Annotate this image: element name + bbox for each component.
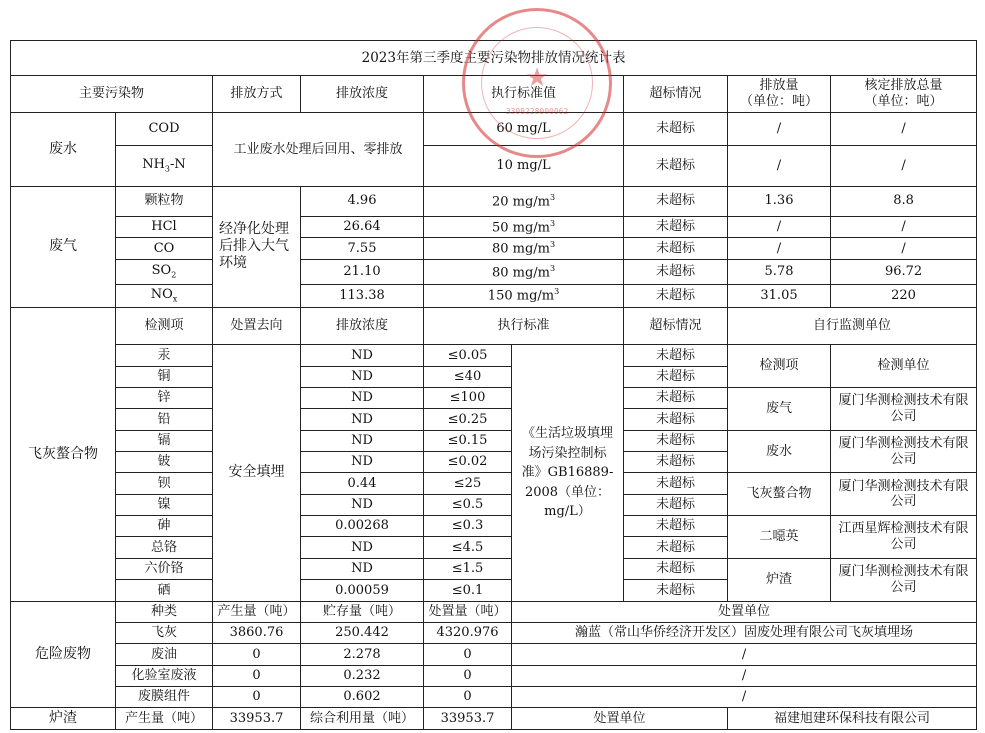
monitor-unit: 厦门华测检测技术有限公司: [831, 430, 977, 473]
flyash-header-item: 检测项: [116, 307, 213, 345]
wastewater-exceed: 未超标: [624, 145, 728, 186]
monitor-item: 废气: [728, 387, 831, 430]
exhaust-category: 废气: [11, 186, 116, 307]
slag-utilized: 33953.7: [424, 708, 512, 730]
wastewater-emission: /: [728, 113, 831, 146]
exhaust-emission: /: [728, 217, 831, 238]
exhaust-exceed: 未超标: [624, 217, 728, 238]
monitor-unit: 厦门华测检测技术有限公司: [831, 387, 977, 430]
hazardous-type: 化验室废液: [116, 665, 213, 686]
wastewater-exceed: 未超标: [624, 113, 728, 146]
monitor-unit: 厦门华测检测技术有限公司: [831, 473, 977, 516]
hazardous-type: 废膜组件: [116, 686, 213, 707]
exhaust-exceed: 未超标: [624, 238, 728, 259]
flyash-exceed: 未超标: [624, 366, 728, 387]
flyash-item: 总铬: [116, 537, 213, 558]
flyash-header-monitor: 自行监测单位: [728, 307, 977, 345]
flyash-item: 硒: [116, 580, 213, 601]
hazardous-header-disposed: 处置量（吨）: [424, 601, 512, 622]
hazardous-disposed: 0: [424, 686, 512, 707]
flyash-exceed: 未超标: [624, 580, 728, 601]
monitor-header-item: 检测项: [728, 345, 831, 388]
slag-produced-label: 产生量（吨）: [116, 708, 213, 730]
flyash-category: 飞灰螯合物: [11, 307, 116, 601]
header-concentration: 排放浓度: [301, 75, 424, 113]
hazardous-unit: 瀚蓝（常山华侨经济开发区）固废处理有限公司飞灰填埋场: [512, 622, 977, 643]
exhaust-emission: 1.36: [728, 186, 831, 217]
flyash-item: 铜: [116, 366, 213, 387]
flyash-limit: ≤100: [424, 387, 512, 408]
flyash-item: 六价铬: [116, 558, 213, 579]
flyash-conc: ND: [301, 494, 424, 515]
exhaust-item: $NO_x$: [116, 285, 213, 307]
flyash-conc: 0.00268: [301, 516, 424, 537]
flyash-exceed: 未超标: [624, 452, 728, 473]
exhaust-exceed: 未超标: [624, 259, 728, 284]
hazardous-unit: /: [512, 686, 977, 707]
flyash-limit: ≤1.5: [424, 558, 512, 579]
slag-unit-label: 处置单位: [512, 708, 728, 730]
emission-report-document: [10, 40, 976, 730]
slag-produced: 33953.7: [213, 708, 301, 730]
flyash-limit: ≤0.05: [424, 345, 512, 366]
header-pollutant: 主要污染物: [11, 75, 213, 113]
hazardous-produced: 0: [213, 644, 301, 665]
flyash-item: 锌: [116, 387, 213, 408]
flyash-conc: ND: [301, 387, 424, 408]
wastewater-standard: 60 mg/L: [424, 113, 624, 146]
flyash-conc: ND: [301, 452, 424, 473]
hazardous-unit: /: [512, 665, 977, 686]
wastewater-category: 废水: [11, 113, 116, 186]
flyash-standard-text: 《生活垃圾填埋场污染控制标准》GB16889-2008（单位：mg/L）: [512, 345, 624, 601]
exhaust-approved: /: [831, 217, 977, 238]
exhaust-emission: /: [728, 238, 831, 259]
exhaust-concentration: 113.38: [301, 285, 424, 307]
hazardous-stored: 2.278: [301, 644, 424, 665]
exhaust-concentration: 4.96: [301, 186, 424, 217]
hazardous-disposed: 4320.976: [424, 622, 512, 643]
wastewater-approved: /: [831, 145, 977, 186]
flyash-item: 钡: [116, 473, 213, 494]
hazardous-type: 飞灰: [116, 622, 213, 643]
flyash-disposal: 安全填埋: [213, 345, 301, 601]
flyash-header-standard: 执行标准: [424, 307, 624, 345]
seal-number: 3308228000062: [505, 107, 569, 116]
flyash-exceed: 未超标: [624, 345, 728, 366]
seal-star-icon: ★: [525, 63, 549, 93]
hazardous-header-produced: 产生量（吨）: [213, 601, 301, 622]
exhaust-concentration: 21.10: [301, 259, 424, 284]
hazardous-category: 危险废物: [11, 601, 116, 708]
flyash-limit: ≤0.5: [424, 494, 512, 515]
exhaust-standard: 80 $mg/m^3$: [424, 259, 624, 284]
flyash-exceed: 未超标: [624, 537, 728, 558]
exhaust-item: HCl: [116, 217, 213, 238]
wastewater-method: 工业废水处理后回用、零排放: [213, 113, 424, 186]
exhaust-concentration: 26.64: [301, 217, 424, 238]
wastewater-standard: 10 mg/L: [424, 145, 624, 186]
flyash-exceed: 未超标: [624, 516, 728, 537]
monitor-item: 飞灰螯合物: [728, 473, 831, 516]
header-emission: 排放量 （单位：吨）: [728, 75, 831, 113]
flyash-item: 镍: [116, 494, 213, 515]
hazardous-header-unit: 处置单位: [512, 601, 977, 622]
flyash-item: 砷: [116, 516, 213, 537]
flyash-header-disposal: 处置去向: [213, 307, 301, 345]
exhaust-approved: /: [831, 238, 977, 259]
flyash-conc: ND: [301, 558, 424, 579]
flyash-item: 铅: [116, 409, 213, 430]
flyash-conc: ND: [301, 409, 424, 430]
exhaust-standard: 20 $mg/m^3$: [424, 186, 624, 217]
flyash-limit: ≤0.25: [424, 409, 512, 430]
hazardous-stored: 0.602: [301, 686, 424, 707]
exhaust-item: CO: [116, 238, 213, 259]
wastewater-approved: /: [831, 113, 977, 146]
hazardous-produced: 0: [213, 686, 301, 707]
flyash-exceed: 未超标: [624, 558, 728, 579]
slag-utilized-label: 综合利用量（吨）: [301, 708, 424, 730]
exhaust-standard: 50 $mg/m^3$: [424, 217, 624, 238]
monitor-unit: 江西星辉检测技术有限公司: [831, 516, 977, 559]
flyash-item: 镉: [116, 430, 213, 451]
monitor-item: 二噁英: [728, 516, 831, 559]
flyash-exceed: 未超标: [624, 430, 728, 451]
exhaust-item: 颗粒物: [116, 186, 213, 217]
wastewater-item: $NH_3-N$: [116, 145, 213, 186]
exhaust-approved: 96.72: [831, 259, 977, 284]
flyash-exceed: 未超标: [624, 473, 728, 494]
flyash-limit: ≤25: [424, 473, 512, 494]
exhaust-emission: 31.05: [728, 285, 831, 307]
exhaust-emission: 5.78: [728, 259, 831, 284]
hazardous-unit: /: [512, 644, 977, 665]
hazardous-disposed: 0: [424, 665, 512, 686]
flyash-conc: ND: [301, 345, 424, 366]
exhaust-method: 经净化处理后排入大气环境: [213, 186, 301, 307]
hazardous-disposed: 0: [424, 644, 512, 665]
flyash-limit: ≤4.5: [424, 537, 512, 558]
flyash-exceed: 未超标: [624, 387, 728, 408]
header-method: 排放方式: [213, 75, 301, 113]
flyash-limit: ≤0.15: [424, 430, 512, 451]
hazardous-produced: 0: [213, 665, 301, 686]
flyash-item: 铍: [116, 452, 213, 473]
flyash-limit: ≤0.3: [424, 516, 512, 537]
header-standard: 执行标准值: [424, 75, 624, 113]
flyash-exceed: 未超标: [624, 494, 728, 515]
monitor-item: 炉渣: [728, 558, 831, 601]
header-exceed: 超标情况: [624, 75, 728, 113]
hazardous-type: 废油: [116, 644, 213, 665]
flyash-header-conc: 排放浓度: [301, 307, 424, 345]
exhaust-approved: 8.8: [831, 186, 977, 217]
monitor-item: 废水: [728, 430, 831, 473]
hazardous-stored: 0.232: [301, 665, 424, 686]
exhaust-exceed: 未超标: [624, 285, 728, 307]
hazardous-produced: 3860.76: [213, 622, 301, 643]
flyash-conc: ND: [301, 366, 424, 387]
hazardous-header-type: 种类: [116, 601, 213, 622]
flyash-exceed: 未超标: [624, 409, 728, 430]
flyash-conc: ND: [301, 537, 424, 558]
exhaust-approved: 220: [831, 285, 977, 307]
flyash-limit: ≤40: [424, 366, 512, 387]
header-approved: 核定排放总量 （单位：吨）: [831, 75, 977, 113]
slag-category: 炉渣: [11, 708, 116, 730]
flyash-limit: ≤0.1: [424, 580, 512, 601]
slag-unit: 福建旭建环保科技有限公司: [728, 708, 977, 730]
exhaust-exceed: 未超标: [624, 186, 728, 217]
flyash-header-exceed: 超标情况: [624, 307, 728, 345]
table-title: 2023年第三季度主要污染物排放情况统计表: [11, 41, 977, 76]
exhaust-standard: 150 $mg/m^3$: [424, 285, 624, 307]
wastewater-item: COD: [116, 113, 213, 146]
monitor-unit: 厦门华测检测技术有限公司: [831, 558, 977, 601]
monitor-header-unit: 检测单位: [831, 345, 977, 388]
flyash-limit: ≤0.02: [424, 452, 512, 473]
hazardous-header-stored: 贮存量（吨）: [301, 601, 424, 622]
flyash-item: 汞: [116, 345, 213, 366]
flyash-conc: 0.00059: [301, 580, 424, 601]
flyash-conc: 0.44: [301, 473, 424, 494]
exhaust-concentration: 7.55: [301, 238, 424, 259]
emission-table: [10, 40, 977, 730]
flyash-conc: ND: [301, 430, 424, 451]
exhaust-standard: 80 $mg/m^3$: [424, 238, 624, 259]
hazardous-stored: 250.442: [301, 622, 424, 643]
wastewater-emission: /: [728, 145, 831, 186]
exhaust-item: $SO_2$: [116, 259, 213, 284]
